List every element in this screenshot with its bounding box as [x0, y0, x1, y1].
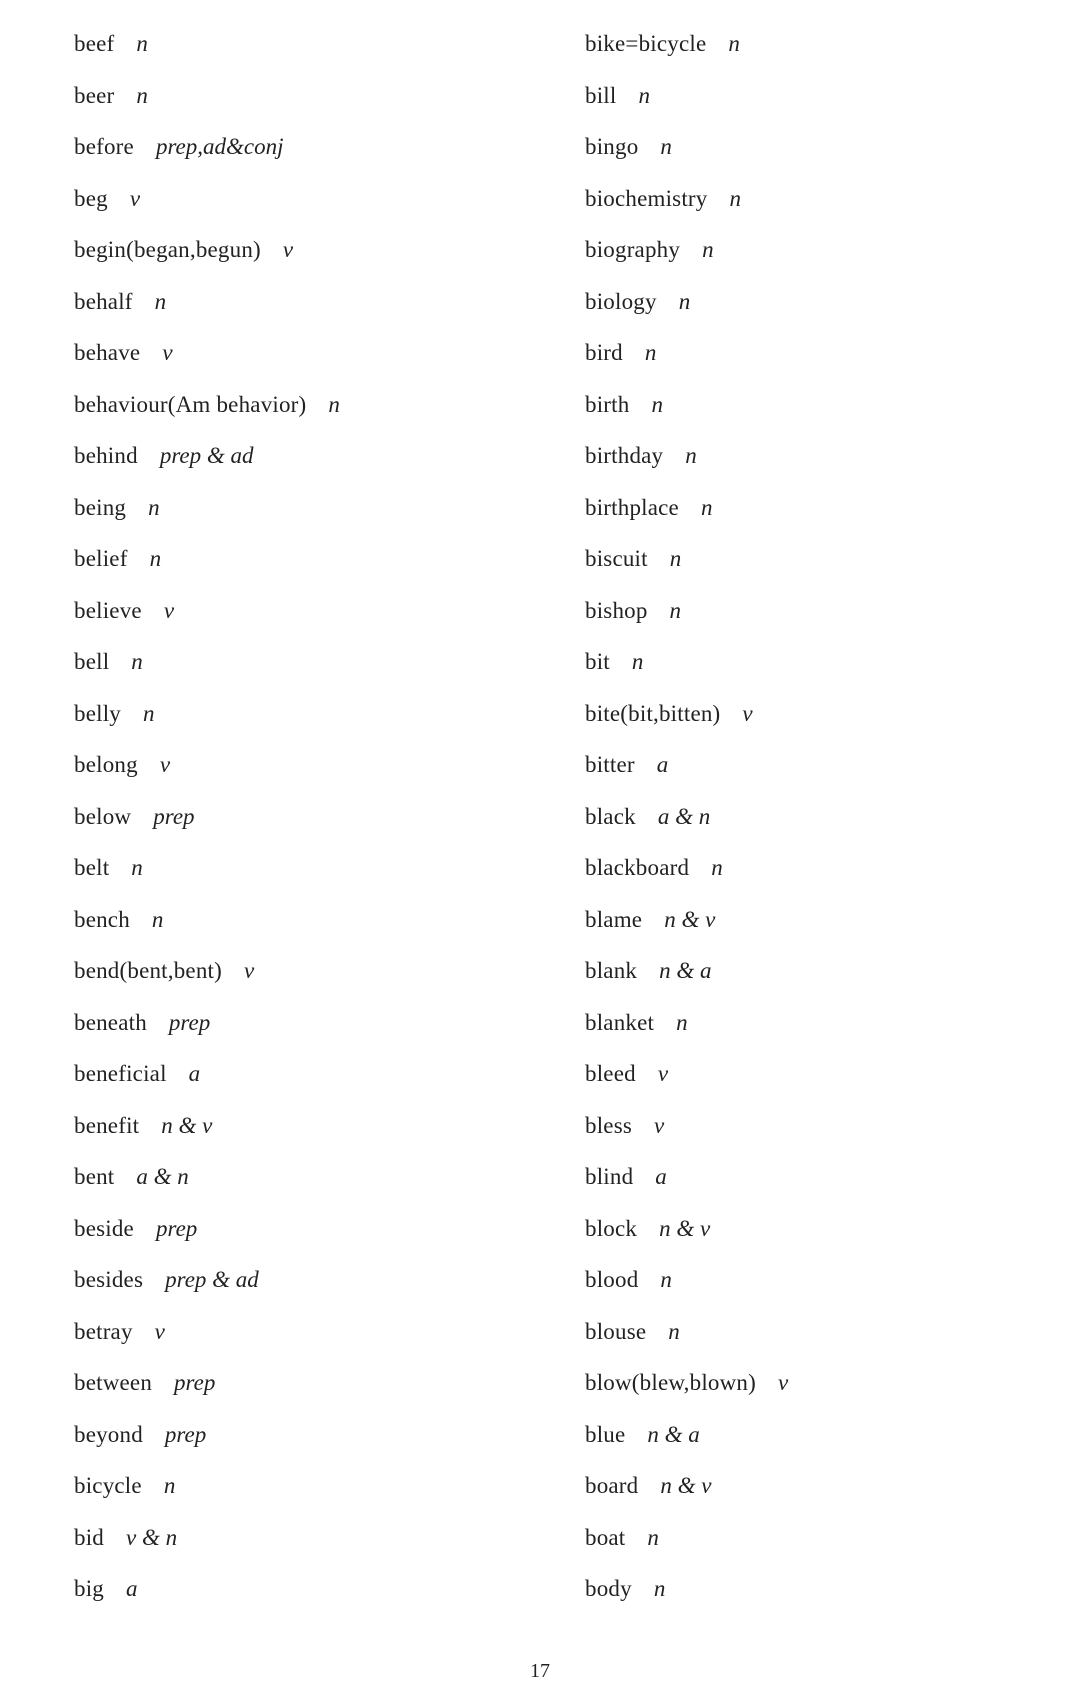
entry-word: below	[74, 803, 132, 829]
word-entry	[74, 1207, 340, 1259]
entry-part-of-speech: prep	[153, 803, 195, 829]
entry-word: begin(began,begun)	[74, 237, 261, 262]
entry-part-of-speech: prep & ad	[165, 1267, 259, 1292]
word-entry	[585, 486, 788, 538]
entry-part-of-speech: a & n	[657, 803, 711, 829]
entry-part-of-speech: n	[669, 597, 682, 623]
entry-word: belief	[74, 546, 128, 571]
entry-part-of-speech: n	[149, 546, 162, 571]
entry-word: blood	[585, 1267, 639, 1292]
word-entry	[585, 589, 788, 641]
word-entry	[74, 434, 340, 486]
entry-word: before	[74, 134, 134, 159]
entry-part-of-speech: n	[702, 237, 714, 262]
entry-word: bench	[74, 906, 130, 932]
word-entry	[74, 846, 340, 898]
entry-word: bishop	[585, 597, 648, 623]
word-entry	[585, 1310, 788, 1362]
entry-word: blouse	[585, 1318, 647, 1344]
entry-part-of-speech: prep	[164, 1421, 207, 1447]
word-entry	[74, 640, 340, 692]
word-entry	[585, 228, 788, 280]
word-entry	[585, 434, 788, 486]
entry-word: bitter	[585, 752, 635, 777]
entry-part-of-speech: a	[656, 752, 669, 777]
word-entry	[74, 1001, 340, 1053]
entry-word: behave	[74, 340, 141, 365]
entry-word: block	[585, 1215, 638, 1241]
entry-part-of-speech: n	[660, 134, 672, 159]
entry-part-of-speech: v	[129, 185, 141, 211]
word-entry	[585, 1207, 788, 1259]
entry-word: big	[74, 1576, 104, 1601]
word-entry	[74, 743, 340, 795]
entry-part-of-speech: v	[159, 752, 171, 777]
word-entry	[74, 486, 340, 538]
entry-part-of-speech: a	[655, 1164, 667, 1189]
entry-part-of-speech: n	[668, 1318, 680, 1344]
entry-part-of-speech: n	[685, 443, 697, 468]
entry-part-of-speech: v	[154, 1318, 165, 1344]
entry-part-of-speech: n	[728, 31, 740, 56]
entry-part-of-speech: n	[131, 855, 143, 880]
entry-part-of-speech: prep,ad&conj	[155, 134, 284, 159]
entry-word: beyond	[74, 1421, 143, 1447]
word-entry	[74, 280, 340, 332]
entry-word: bicycle	[74, 1473, 142, 1498]
entry-word: birthday	[585, 443, 664, 468]
word-entry	[74, 1516, 340, 1568]
word-entry	[74, 1567, 340, 1619]
entry-word: blanket	[585, 1009, 655, 1035]
entry-word: bill	[585, 82, 617, 108]
entry-word: blow(blew,blown)	[585, 1370, 756, 1395]
entry-word: belong	[74, 752, 138, 777]
word-entry	[74, 1155, 340, 1207]
entry-word: biology	[585, 288, 657, 314]
entry-part-of-speech: n & v	[161, 1112, 213, 1138]
entry-part-of-speech: a & n	[136, 1164, 189, 1189]
entry-part-of-speech: n	[154, 288, 167, 314]
word-entry	[585, 177, 788, 229]
entry-word: believe	[74, 597, 142, 623]
word-entry	[74, 949, 340, 1001]
entry-word: black	[585, 803, 636, 829]
entry-part-of-speech: n & a	[647, 1421, 700, 1447]
entry-part-of-speech: n	[700, 494, 713, 520]
entry-word: bleed	[585, 1061, 636, 1086]
entry-part-of-speech: a	[126, 1576, 138, 1601]
word-entry	[585, 1052, 788, 1104]
word-entry	[585, 1567, 788, 1619]
entry-part-of-speech: n & v	[664, 906, 716, 932]
entry-word: bell	[74, 649, 110, 674]
word-entry	[74, 22, 340, 74]
word-entry	[74, 795, 340, 847]
word-entry	[74, 1310, 340, 1362]
word-entry	[585, 22, 788, 74]
entry-part-of-speech: prep & ad	[159, 443, 254, 468]
entry-word: bit	[585, 649, 610, 674]
right-word-column	[585, 22, 788, 1619]
word-entry	[585, 537, 788, 589]
entry-word: blank	[585, 958, 638, 983]
entry-part-of-speech: n	[143, 700, 155, 726]
entry-part-of-speech: prep	[174, 1370, 216, 1395]
entry-part-of-speech: n & v	[660, 1473, 712, 1498]
word-entry	[74, 1464, 340, 1516]
entry-word: boat	[585, 1524, 626, 1550]
entry-part-of-speech: prep	[168, 1009, 211, 1035]
word-entry	[74, 1052, 340, 1104]
word-entry	[585, 280, 788, 332]
entry-part-of-speech: v	[654, 1112, 665, 1138]
entry-part-of-speech: n	[136, 31, 148, 56]
entry-word: beer	[74, 82, 115, 108]
word-entry	[74, 898, 340, 950]
entry-part-of-speech: v & n	[126, 1524, 178, 1550]
entry-part-of-speech: n	[653, 1576, 666, 1601]
entry-part-of-speech: v	[742, 700, 753, 726]
entry-word: blind	[585, 1164, 634, 1189]
word-entry	[74, 537, 340, 589]
entry-word: bird	[585, 340, 623, 365]
entry-part-of-speech: n	[163, 1473, 176, 1498]
entry-word: bite(bit,bitten)	[585, 700, 721, 726]
entry-part-of-speech: v	[162, 340, 173, 365]
entry-word: belly	[74, 700, 121, 726]
left-word-column	[74, 22, 340, 1619]
entry-part-of-speech: n & v	[659, 1215, 711, 1241]
entry-part-of-speech: n	[729, 185, 741, 211]
entry-word: beneath	[74, 1009, 147, 1035]
entry-part-of-speech: n	[328, 391, 340, 417]
word-entry	[74, 228, 340, 280]
entry-word: being	[74, 494, 127, 520]
entry-part-of-speech: v	[163, 597, 175, 623]
entry-part-of-speech: n	[660, 1267, 672, 1292]
entry-part-of-speech: n	[151, 906, 164, 932]
word-entry	[585, 1413, 788, 1465]
word-entry	[585, 331, 788, 383]
word-entry	[585, 1001, 788, 1053]
entry-part-of-speech: v	[282, 237, 294, 262]
entry-word: behind	[74, 443, 138, 468]
entry-word: board	[585, 1473, 639, 1498]
word-entry	[585, 743, 788, 795]
page-number: 17	[530, 1660, 550, 1682]
entry-part-of-speech: n	[148, 494, 160, 520]
entry-word: besides	[74, 1267, 144, 1292]
entry-part-of-speech: n	[136, 82, 148, 108]
word-entry	[74, 331, 340, 383]
entry-word: beside	[74, 1215, 134, 1241]
entry-word: blue	[585, 1421, 626, 1447]
entry-word: beneficial	[74, 1061, 167, 1086]
entry-part-of-speech: n	[638, 82, 650, 108]
word-entry	[585, 692, 788, 744]
entry-part-of-speech: n	[647, 1524, 659, 1550]
word-entry	[585, 846, 788, 898]
entry-part-of-speech: n	[644, 340, 657, 365]
entry-word: body	[585, 1576, 632, 1601]
word-entry	[74, 125, 340, 177]
entry-word: bend(bent,bent)	[74, 958, 222, 983]
entry-word: biochemistry	[585, 185, 708, 211]
entry-word: blackboard	[585, 855, 690, 880]
word-entry	[585, 1155, 788, 1207]
entry-word: behaviour(Am behavior)	[74, 391, 307, 417]
entry-word: blame	[585, 906, 643, 932]
entry-part-of-speech: v	[657, 1061, 669, 1086]
entry-word: betray	[74, 1318, 133, 1344]
entry-part-of-speech: n	[676, 1009, 688, 1035]
word-entry	[74, 692, 340, 744]
word-entry	[585, 1104, 788, 1156]
word-entry	[74, 1361, 340, 1413]
word-entry	[74, 177, 340, 229]
word-entry	[74, 1258, 340, 1310]
entry-word: between	[74, 1370, 153, 1395]
word-entry	[74, 74, 340, 126]
entry-word: belt	[74, 855, 110, 880]
entry-part-of-speech: v	[777, 1370, 789, 1395]
word-entry	[74, 1413, 340, 1465]
word-entry	[74, 1104, 340, 1156]
entry-word: biscuit	[585, 546, 648, 571]
word-entry	[585, 949, 788, 1001]
entry-word: bike=bicycle	[585, 31, 707, 56]
entry-word: birthplace	[585, 494, 679, 520]
entry-word: biography	[585, 237, 681, 262]
entry-part-of-speech: n	[711, 855, 723, 880]
word-entry	[74, 383, 340, 435]
word-entry	[585, 1258, 788, 1310]
word-entry	[585, 1516, 788, 1568]
word-entry	[585, 1361, 788, 1413]
word-entry	[585, 74, 788, 126]
word-entry	[585, 640, 788, 692]
word-entry	[585, 795, 788, 847]
entry-part-of-speech: a	[188, 1061, 201, 1086]
entry-part-of-speech: prep	[155, 1215, 198, 1241]
entry-word: beef	[74, 31, 115, 56]
word-entry	[585, 1464, 788, 1516]
entry-word: bless	[585, 1112, 632, 1138]
entry-part-of-speech: n	[678, 288, 691, 314]
word-entry	[74, 589, 340, 641]
entry-word: benefit	[74, 1112, 140, 1138]
entry-word: bent	[74, 1164, 115, 1189]
entry-part-of-speech: n	[631, 649, 644, 674]
entry-part-of-speech: n	[651, 391, 663, 417]
entry-word: birth	[585, 391, 630, 417]
entry-word: bid	[74, 1524, 104, 1550]
word-entry	[585, 898, 788, 950]
entry-part-of-speech: n & a	[659, 958, 712, 983]
entry-word: beg	[74, 185, 108, 211]
entry-part-of-speech: n	[131, 649, 143, 674]
entry-part-of-speech: n	[669, 546, 682, 571]
entry-part-of-speech: v	[243, 958, 255, 983]
entry-word: behalf	[74, 288, 133, 314]
word-entry	[585, 125, 788, 177]
word-entry	[585, 383, 788, 435]
entry-word: bingo	[585, 134, 639, 159]
